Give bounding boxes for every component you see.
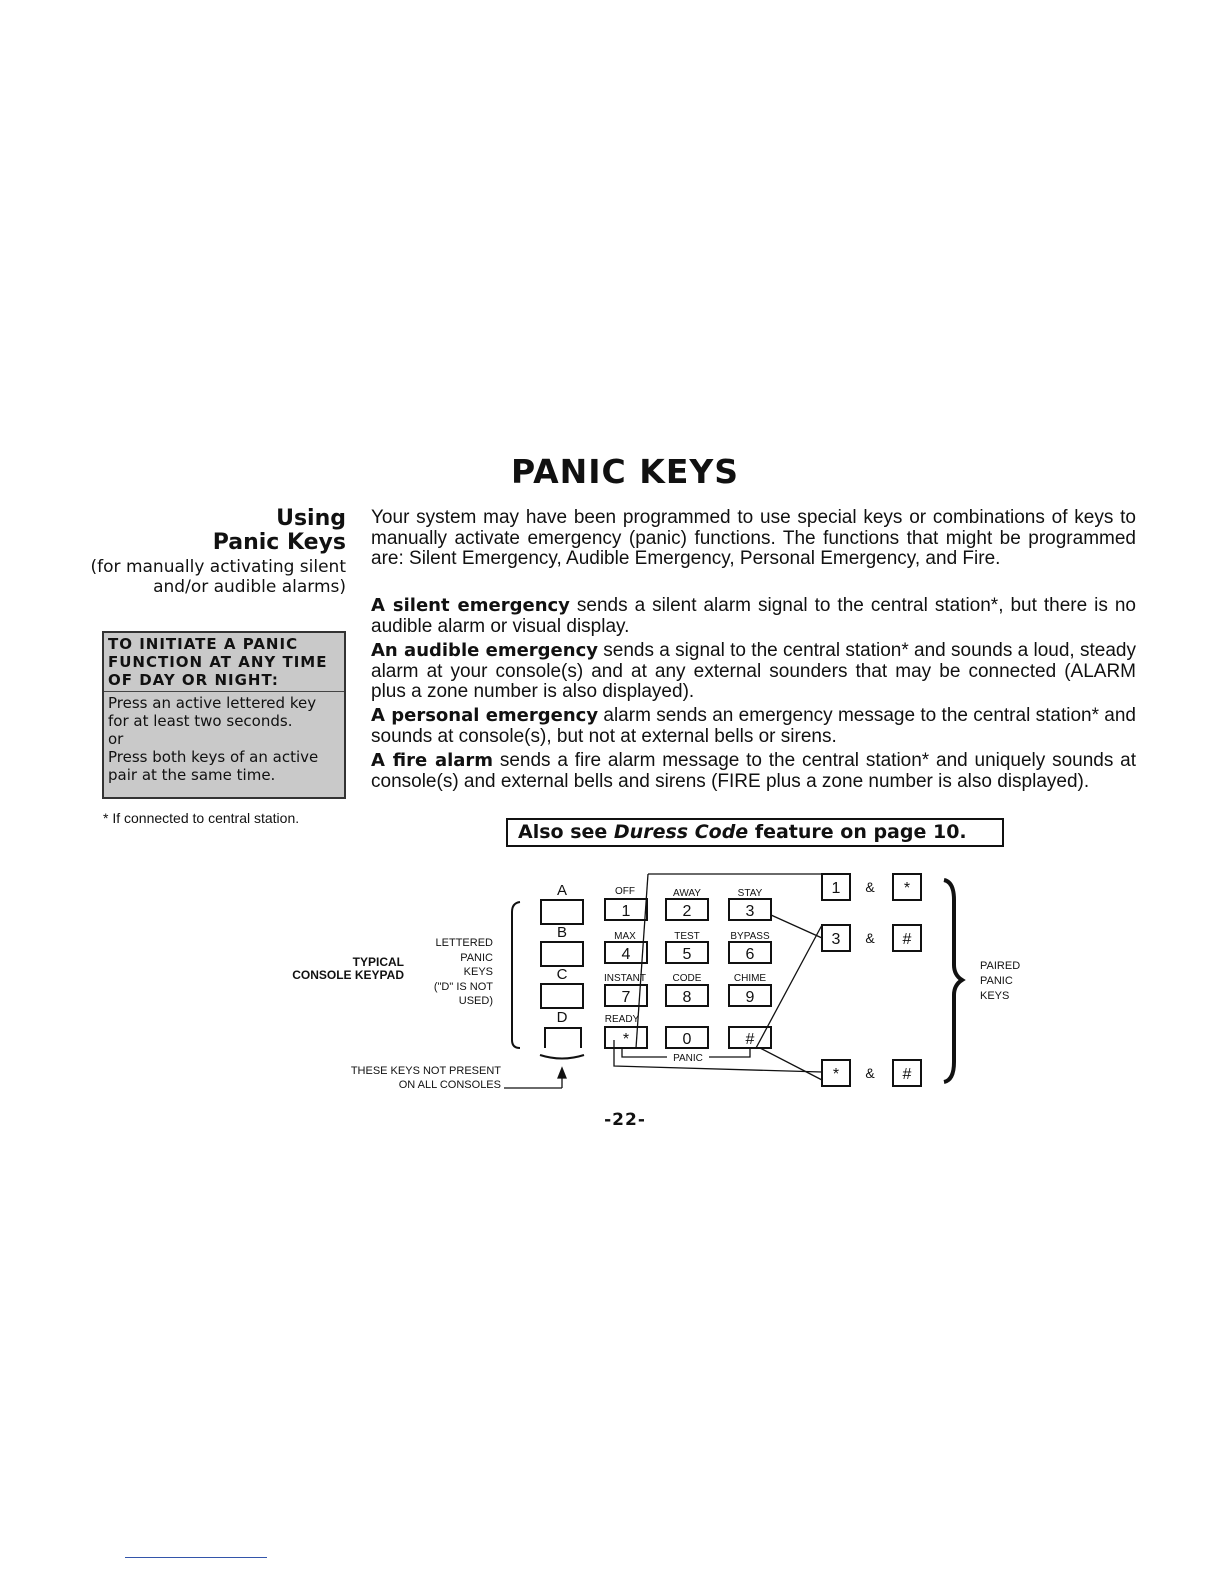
key-label-chime: CHIME xyxy=(733,973,767,984)
not-present-label-1: THESE KEYS NOT PRESENT xyxy=(350,1065,501,1077)
key-0-label: 0 xyxy=(682,1031,692,1048)
paired-label-3: KEYS xyxy=(980,990,1010,1002)
key-label-ready: READY xyxy=(604,1014,640,1025)
box-step-1: Press an active lettered key for at least two seconds. xyxy=(108,694,317,730)
sidebar-heading-using: Using xyxy=(276,506,346,531)
lettered-key-a xyxy=(541,900,583,924)
lettered-label-2: PANIC xyxy=(460,952,493,964)
intro-paragraph: Your system may have been programmed to use special keys or combinations of keys to manually activate emergency (panic) functions. The functions that might be programmed are: Silent Emergency, Audible Emergency, Personal Emergency, and Fire. xyxy=(371,507,1136,569)
page-number: -22- xyxy=(604,1110,646,1130)
key-9-label: 9 xyxy=(745,989,755,1006)
footnote: * If connected to central station. xyxy=(103,810,300,826)
pair-3-amp: & xyxy=(865,1065,875,1081)
letter-b: B xyxy=(556,924,568,941)
sidebar-heading-panic-keys: Panic Keys xyxy=(212,530,346,555)
lettered-label-3: KEYS xyxy=(463,966,493,978)
audible-term: An audible emergency xyxy=(371,640,598,661)
key-7-label: 7 xyxy=(621,989,631,1006)
key-label-off: OFF xyxy=(615,886,635,897)
fire-text: sends a fire alarm message to the central station* and uniquely sounds at console(s) and external bells and sirens (FIRE plus a zone number is also displayed). xyxy=(371,750,1136,792)
lettered-key-d xyxy=(545,1028,581,1048)
box-step-2: Press both keys of an active pair at the same time. xyxy=(108,748,319,784)
panic-label: PANIC xyxy=(673,1053,703,1064)
personal-term: A personal emergency xyxy=(371,705,599,726)
silent-term: A silent emergency xyxy=(371,595,570,616)
pair-3-a-label: * xyxy=(832,1066,840,1083)
typical-label-2: CONSOLE KEYPAD xyxy=(292,968,404,982)
key-star-label: * xyxy=(622,1031,630,1048)
lettered-label-5: USED) xyxy=(458,995,493,1007)
lettered-label-1: LETTERED xyxy=(435,937,493,949)
fire-term: A fire alarm xyxy=(371,750,494,771)
key-label-bypass: BYPASS xyxy=(730,931,770,942)
connector-lines xyxy=(504,874,822,1088)
key-label-max: MAX xyxy=(614,931,636,942)
pair-1-b-label: * xyxy=(903,880,911,897)
audible-text: sends a signal to the central station* and sounds a loud, steady alarm at your console(s) and at any external sounders that may be connected (ALARM plus a zone number is also displayed). xyxy=(371,640,1136,702)
key-2-label: 2 xyxy=(682,903,692,920)
key-label-instant: INSTANT xyxy=(603,973,647,984)
key-8-label: 8 xyxy=(682,989,692,1006)
letter-a: A xyxy=(556,882,568,899)
see-also-feature: Duress Code xyxy=(613,821,749,843)
key-4-label: 4 xyxy=(621,946,631,963)
pair-2-a-label: 3 xyxy=(831,931,841,948)
pair-2-b-label: # xyxy=(902,931,912,948)
key-1-label: 1 xyxy=(621,903,631,920)
silent-text: sends a silent alarm signal to the central station*, but there is no audible alarm or visual display. xyxy=(371,595,1136,637)
key-6-label: 6 xyxy=(745,946,755,963)
lettered-key-c xyxy=(541,984,583,1008)
key-label-test: TEST xyxy=(674,931,700,942)
see-also-prefix: Also see xyxy=(518,821,608,843)
bottom-rule xyxy=(125,1557,267,1558)
box-or: or xyxy=(108,730,124,748)
paired-label-2: PANIC xyxy=(980,975,1013,987)
sidebar-subheading: (for manually activating silent and/or audible alarms) xyxy=(90,557,346,597)
see-also-suffix: feature on page 10. xyxy=(754,821,967,843)
pair-1-a-label: 1 xyxy=(831,880,841,897)
page-title: PANIC KEYS xyxy=(510,452,740,491)
not-present-brace xyxy=(540,1055,584,1059)
key-label-stay: STAY xyxy=(737,888,763,899)
key-hash-label: # xyxy=(745,1031,755,1048)
key-label-code: CODE xyxy=(672,973,702,984)
paired-label-1: PAIRED xyxy=(980,960,1021,972)
lettered-keys-bracket xyxy=(512,902,520,1048)
personal-text: alarm sends an emergency message to the central station* and sounds at console(s), but not at external bells or sirens. xyxy=(371,705,1136,747)
pair-3-b-label: # xyxy=(902,1066,912,1083)
lettered-key-b xyxy=(541,942,583,966)
letter-c: C xyxy=(556,966,568,983)
typical-label-1: TYPICAL xyxy=(352,955,404,969)
letter-d: D xyxy=(556,1009,568,1026)
key-3-label: 3 xyxy=(745,903,755,920)
paired-keys-brace xyxy=(944,880,962,1082)
key-5-label: 5 xyxy=(682,946,692,963)
lettered-label-4: ("D" IS NOT xyxy=(433,981,493,993)
pair-1-amp: & xyxy=(865,879,875,895)
key-label-away: AWAY xyxy=(673,888,701,899)
not-present-label-2: ON ALL CONSOLES xyxy=(398,1079,501,1091)
box-heading: TO INITIATE A PANIC FUNCTION AT ANY TIME OF DAY OR NIGHT: xyxy=(108,635,328,689)
pair-2-amp: & xyxy=(865,930,875,946)
